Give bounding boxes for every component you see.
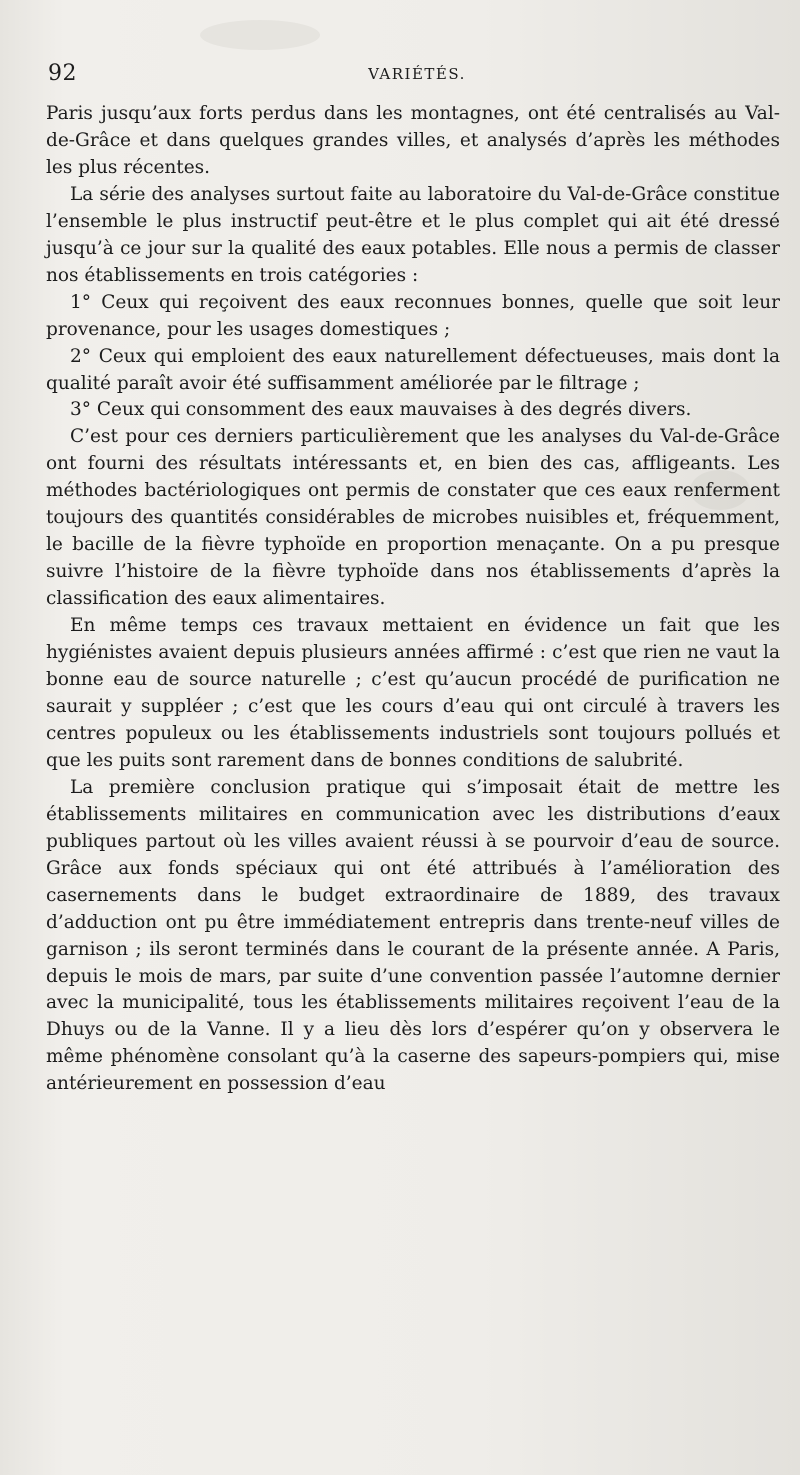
list-item-category-3: 3° Ceux qui consomment des eaux mauvaises à des degrés divers. xyxy=(70,399,692,421)
paragraph-evidence: En même temps ces travaux mettaient en évidence un fait que les hygiénistes avaient depuis plusieurs années affirmé : c’est que rien ne vaut la bonne eau de source naturelle ; c’est qu’aucun procédé de purification ne saurait y suppléer ; c’est que les cours d’eau qui ont circulé à travers les centres populeux ou les établissements industriels sont toujours pollués et que les puits sont rarement dans de bonnes conditions de salubrité. xyxy=(46,615,780,771)
body-text xyxy=(46,101,780,1098)
paragraph-results: C’est pour ces derniers particulièrement que les analyses du Val-de-Grâce ont fourni des résultats intéressants et, en bien des cas, affligeants. Les méthodes bactériologiques ont permis de constater que ces eaux renferment toujours des quantités considérables de microbes nuisibles et, fréquemment, le bacille de la fièvre typhoïde en proportion menaçante. On a pu presque suivre l’histoire de la fièvre typhoïde dans nos établissements d’après la classification des eaux alimentaires. xyxy=(46,426,780,610)
paragraph-analyses: La série des analyses surtout faite au laboratoire du Val-de-Grâce constitue l’ensemble le plus instructif peut-être et le plus complet qui ait été dressé jusqu’à ce jour sur la qualité des eaux potables. Elle nous a permis de classer nos établissements en trois catégories : xyxy=(46,183,780,286)
list-item-category-2: 2° Ceux qui emploient des eaux naturellement défectueuses, mais dont la qualité paraît avoir été suffisamment améliorée par le filtrage ; xyxy=(46,345,780,394)
paragraph-conclusion: La première conclusion pratique qui s’imposait était de mettre les établissements militaires en communication avec les distributions d’eaux publiques partout où les villes avaient réussi à se pourvoir d’eau de source. Grâce aux fonds spéciaux qui ont été attribués à l’amélioration des casernements dans le budget extraordinaire de 1889, des travaux d’adduction ont pu être immédiatement entrepris dans trente-neuf villes de garnison ; ils seront terminés dans le courant de la présente année. A Paris, depuis le mois de mars, par suite d’une convention passée l’automne dernier avec la municipalité, tous les établissements militaires reçoivent l’eau de la Dhuys ou de la Vanne. Il y a lieu dès lors d’espérer qu’on y observera le même phénomène consolant qu’à la caserne des sapeurs-pompiers qui, mise antérieurement en possession d’eau xyxy=(46,776,780,1095)
running-title: VARIÉTÉS. xyxy=(368,65,466,83)
page-number: 92 xyxy=(48,61,77,86)
paper-stain xyxy=(200,20,320,50)
list-item-category-1: 1° Ceux qui reçoivent des eaux reconnues bonnes, quelle que soit leur provenance, pour les usages domestiques ; xyxy=(46,291,780,340)
paragraph-continued: Paris jusqu’aux forts perdus dans les montagnes, ont été centralisés au Val-de-Grâce et dans quelques grandes villes, et analysés d’après les méthodes les plus récentes. xyxy=(46,103,780,178)
page-header xyxy=(48,58,786,90)
